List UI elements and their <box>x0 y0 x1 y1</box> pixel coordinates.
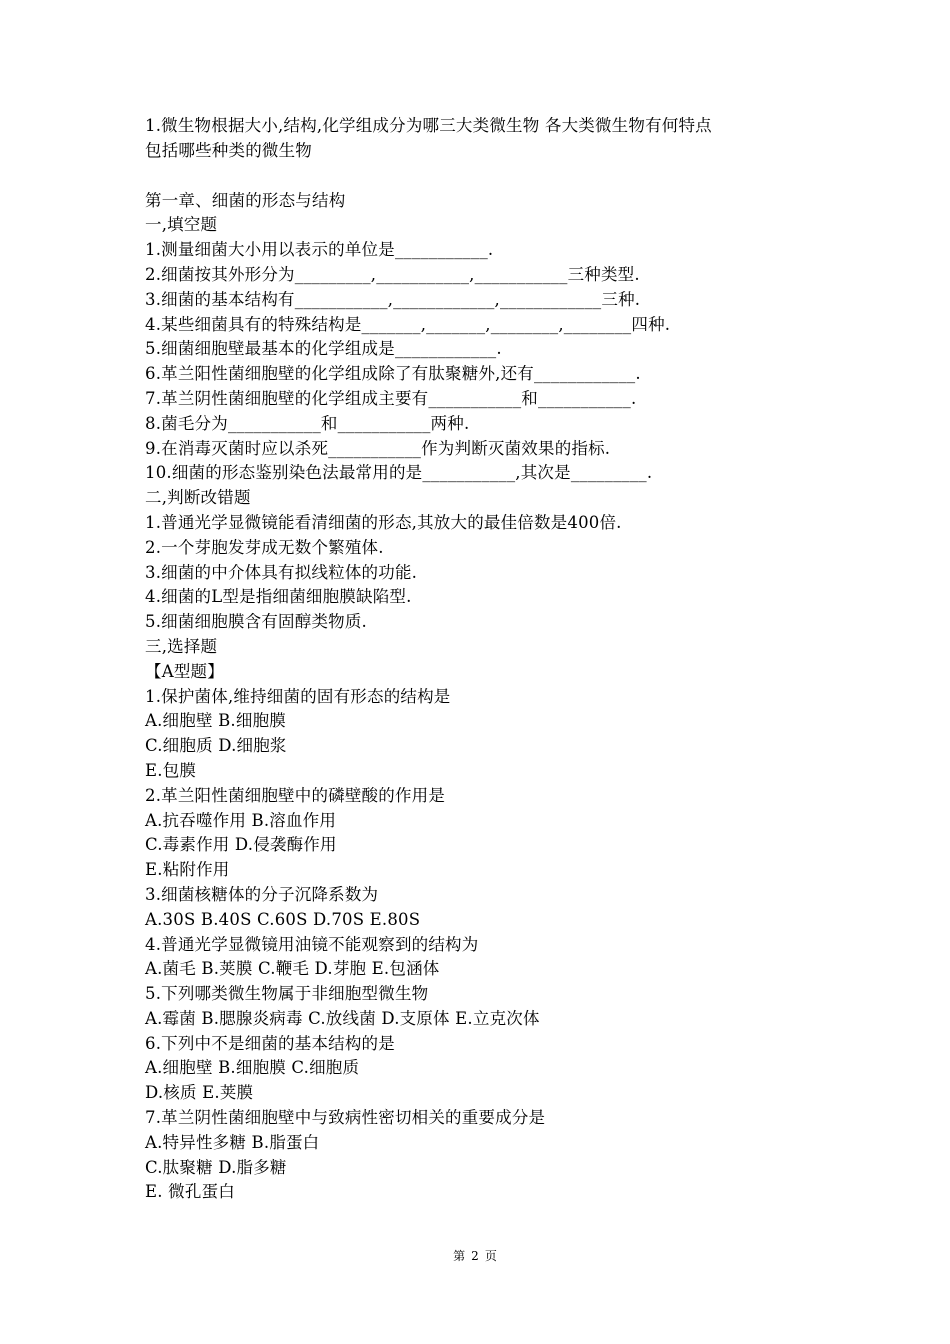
section-heading-true-false: 二,判断改错题 <box>145 488 251 508</box>
fill-blank-item: 1.测量细菌大小用以表示的单位是___________. <box>145 240 494 260</box>
true-false-item: 2.一个芽胞发芽成无数个繁殖体. <box>145 537 384 557</box>
choice-question: 4.普通光学显微镜用油镜不能观察到的结构为 <box>145 934 479 954</box>
chapter-title: 第一章、细菌的形态与结构 <box>145 190 346 210</box>
choice-options: A.抗吞噬作用 B.溶血作用 <box>145 810 337 830</box>
choice-question: 7.革兰阴性菌细胞壁中与致病性密切相关的重要成分是 <box>145 1108 546 1128</box>
choice-options: E.包膜 <box>145 760 197 780</box>
choice-options: A.霉菌 B.腮腺炎病毒 C.放线菌 D.支原体 E.立克次体 <box>145 1008 540 1028</box>
choice-options: D.核质 E.荚膜 <box>145 1083 254 1103</box>
page-number-prefix: 第 <box>453 1249 466 1263</box>
page-footer <box>0 1248 950 1264</box>
fill-blank-item: 7.革兰阴性菌细胞壁的化学组成主要有___________和___________. <box>145 388 637 408</box>
section-heading-fill-blank: 一,填空题 <box>145 215 218 235</box>
choice-options: E.粘附作用 <box>145 860 230 880</box>
choice-question: 3.细菌核糖体的分子沉降系数为 <box>145 884 379 904</box>
true-false-item: 5.细菌细胞膜含有固醇类物质. <box>145 612 367 632</box>
fill-blank-item: 10.细菌的形态鉴别染色法最常用的是___________,其次是_________. <box>145 463 653 483</box>
choice-options: A.细胞壁 B.细胞膜 C.细胞质 <box>145 1058 360 1078</box>
choice-type-label: 【A型题】 <box>145 661 224 681</box>
intro-question-line: 1.微生物根据大小,结构,化学组成分为哪三大类微生物 各大类微生物有何特点 <box>145 116 712 135</box>
fill-blank-item: 6.革兰阳性菌细胞壁的化学组成除了有肽聚糖外,还有____________. <box>145 364 641 384</box>
choice-options: C.肽聚糖 D.脂多糖 <box>145 1157 287 1177</box>
fill-blank-item: 8.菌毛分为___________和___________两种. <box>145 413 470 433</box>
choice-question: 2.革兰阳性菌细胞壁中的磷壁酸的作用是 <box>145 785 446 805</box>
page-number-suffix: 页 <box>484 1249 497 1263</box>
section-heading-choice: 三,选择题 <box>145 636 218 656</box>
true-false-item: 4.细菌的L型是指细菌细胞膜缺陷型. <box>145 587 412 607</box>
intro-question-line: 包括哪些种类的微生物 <box>145 140 312 160</box>
choice-options: A.细胞壁 B.细胞膜 <box>145 711 286 731</box>
choice-options: A.30S B.40S C.60S D.70S E.80S <box>145 909 421 929</box>
choice-options: A.菌毛 B.荚膜 C.鞭毛 D.芽胞 E.包涵体 <box>145 959 440 979</box>
choice-question: 1.保护菌体,维持细菌的固有形态的结构是 <box>145 686 451 706</box>
choice-options: A.特异性多糖 B.脂蛋白 <box>145 1132 320 1152</box>
fill-blank-item: 4.某些细菌具有的特殊结构是_______,_______,________,________四种. <box>145 314 671 334</box>
choice-question: 6.下列中不是细菌的基本结构的是 <box>145 1033 395 1053</box>
page-number: 2 <box>471 1249 479 1263</box>
fill-blank-item: 2.细菌按其外形分为_________,___________,___________三种类型. <box>145 264 640 284</box>
fill-blank-item: 5.细菌细胞壁最基本的化学组成是____________. <box>145 339 502 359</box>
choice-options: C.细胞质 D.细胞浆 <box>145 736 287 756</box>
choice-options: E. 微孔蛋白 <box>145 1182 235 1202</box>
fill-blank-item: 9.在消毒灭菌时应以杀死___________作为判断灭菌效果的指标. <box>145 438 611 458</box>
true-false-item: 1.普通光学显微镜能看清细菌的形态,其放大的最佳倍数是400倍. <box>145 512 622 532</box>
choice-question: 5.下列哪类微生物属于非细胞型微生物 <box>145 984 429 1004</box>
document-body <box>145 114 835 1205</box>
spacer <box>145 164 835 189</box>
choice-options: C.毒素作用 D.侵袭酶作用 <box>145 835 337 855</box>
true-false-item: 3.细菌的中介体具有拟线粒体的功能. <box>145 562 418 582</box>
fill-blank-item: 3.细菌的基本结构有___________,____________,____________三种. <box>145 289 641 309</box>
